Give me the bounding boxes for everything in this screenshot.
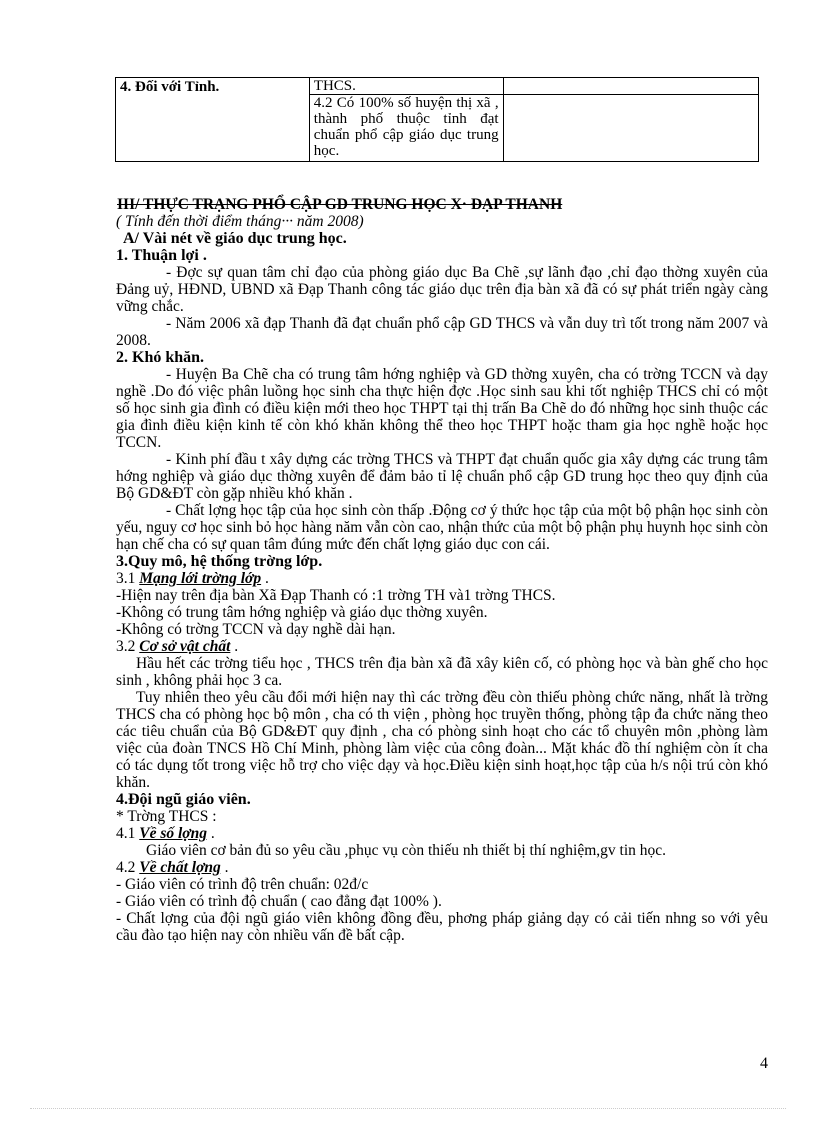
subheading-number: 3.1 [116,570,140,587]
paragraph: Tuy nhiên theo yêu cầu đổi mới hiện nay thì các trờng đều còn thiếu phòng chức năng, nhất là trờng THCS cha có phòng học bộ môn , cha có th viện , phòng học truyền thống, phòng tập đa chức năng theo các tiêu chuẩn của Bộ GD&ĐT quy định , cha có phòng sinh hoạt cho các tổ chuyên môn ,phòng làm việc của đoàn TNCS Hồ Chí Minh, phòng làm việc của công đoàn... Mặt khác đồ thí nghiệm còn ít cha có tác dụng tốt trong việc hỗ trợ cho việc dạy và học.Điều kiện sinh hoạt,học tập của h/s nội trú còn khó khăn. [116,689,768,791]
subheading-quantity [116,825,768,842]
paragraph: - Đợc sự quan tâm chỉ đạo của phòng giáo dục Ba Chẽ ,sự lãnh đạo ,chỉ đạo thờng xuyên của Đảng uỷ, HĐND, UBND xã Đạp Thanh công tác giáo dục trên địa bàn xã đã có sự phát triển ngày càng vững chắc. [116,264,768,315]
part-a-heading: A/ Vài nét về giáo dục trung học. [123,230,347,247]
table-cell-empty [503,95,758,162]
subheading-text: Mạng lới trờng lớp [139,570,262,587]
heading-scale: 3.Quy mô, hệ thống trờng lớp. [116,553,323,570]
subheading-number: 3.2 [116,638,140,655]
list-item: - Giáo viên có trình độ chuẩn ( cao đẳng đạt 100% ). [116,893,442,910]
subheading-end: . [207,825,215,842]
heading-advantages: 1. Thuận lợi . [116,247,207,264]
goals-table [115,77,759,162]
subheading-text: Cơ sở vật chất [139,638,231,655]
list-item: -Không có trờng TCCN và dạy nghề dài hạn. [116,621,396,638]
paragraph: Hầu hết các trờng tiểu học , THCS trên địa bàn xã đã xây kiên cố, có phòng học và bàn ghế cho học sinh , không phải học 3 ca. [116,655,768,689]
page-bottom-divider [30,1108,786,1109]
paragraph: Giáo viên cơ bản đủ so yêu cầu ,phục vụ còn thiếu nh thiết bị thí nghiệm,gv tin học. [146,842,667,859]
heading-teachers: 4.Đội ngũ giáo viên. [116,791,251,808]
list-item: -Hiện nay trên địa bàn Xã Đạp Thanh có :1 trờng TH và1 trờng THCS. [116,587,556,604]
list-item: - Giáo viên có trình độ trên chuẩn: 02đ/c [116,876,369,893]
paragraph: - Kinh phí đầu t xây dựng các trờng THCS và THPT đạt chuẩn quốc gia xây dựng các trung tâm hớng nghiệp và giáo dục thờng xuyên để đảm bảo tỉ lệ chuẩn phổ cập GD trung học theo quy định của Bộ GD&ĐT còn gặp nhiều khó khăn . [116,451,768,502]
subheading-end: . [230,638,239,655]
heading-difficulties: 2. Khó khăn. [116,349,205,366]
subheading-number: 4.2 [116,859,140,876]
section-subtitle: ( Tính đến thời điểm tháng··· năm 2008) [116,213,364,230]
table-cell-empty [503,78,758,95]
subheading-quality [116,859,768,876]
table-cell: 4.2 Có 100% số huyện thị xã , thành phố thuộc tỉnh đạt chuẩn phổ cập giáo dục trung học. [309,95,503,162]
section-title: III/ THỰC TRẠNG PHỔ CẬP GD TRUNG HỌC X· ĐẠP THANH [117,196,563,213]
subheading-network [116,570,768,587]
list-item: -Không có trung tâm hớng nghiệp và giáo dục thờng xuyên. [116,604,488,621]
page-number: 4 [760,1055,768,1072]
school-label: * Trờng THCS : [116,808,217,825]
table-row [116,78,759,95]
paragraph: - Chất lợng học tập của học sinh còn thấp .Động cơ ý thức học tập của một bộ phận học sinh còn yếu, nguy cơ học sinh bỏ học hàng năm vẫn còn cao, nhận thức của một bộ phận phụ huynh học sinh còn hạn chế cha có sự quan tâm đúng mức đến chất lợng giáo dục con cái. [116,502,768,553]
paragraph: - Huyện Ba Chẽ cha có trung tâm hớng nghiệp và GD thờng xuyên, cha có trờng TCCN và dạy nghề .Do đó việc phân luồng học sinh cha thực hiện đợc .Học sinh sau khi tốt nghiệp THCS chỉ có một số học sinh gia đình có điều kiện mới theo học THPT tại thị trấn Ba Chẽ do đó những học sinh thuộc các gia đình điều kiện kinh tế còn khó khăn không thể theo học THPT hoặc tham gia học nghề hoặc học TCCN. [116,366,768,451]
row-label-cell: 4. Đối với Tỉnh. [116,78,310,162]
table-cell: THCS. [309,78,503,95]
subheading-facilities [116,638,768,655]
subheading-end: . [220,859,229,876]
list-item: - Chất lợng của đội ngũ giáo viên không đồng đều, phơng pháp giảng dạy có cải tiến nhng so với yêu cầu đào tạo hiện nay còn nhiều vấn đề bất cập. [116,910,768,944]
document-body [116,196,768,944]
subheading-text: Về số lợng [139,825,207,842]
subheading-end: . [261,570,269,587]
subheading-number: 4.1 [116,825,140,842]
subheading-text: Về chất lợng [139,859,221,876]
paragraph: - Năm 2006 xã đạp Thanh đã đạt chuẩn phổ cập GD THCS và vẫn duy trì tốt trong năm 2007 và 2008. [116,315,768,349]
